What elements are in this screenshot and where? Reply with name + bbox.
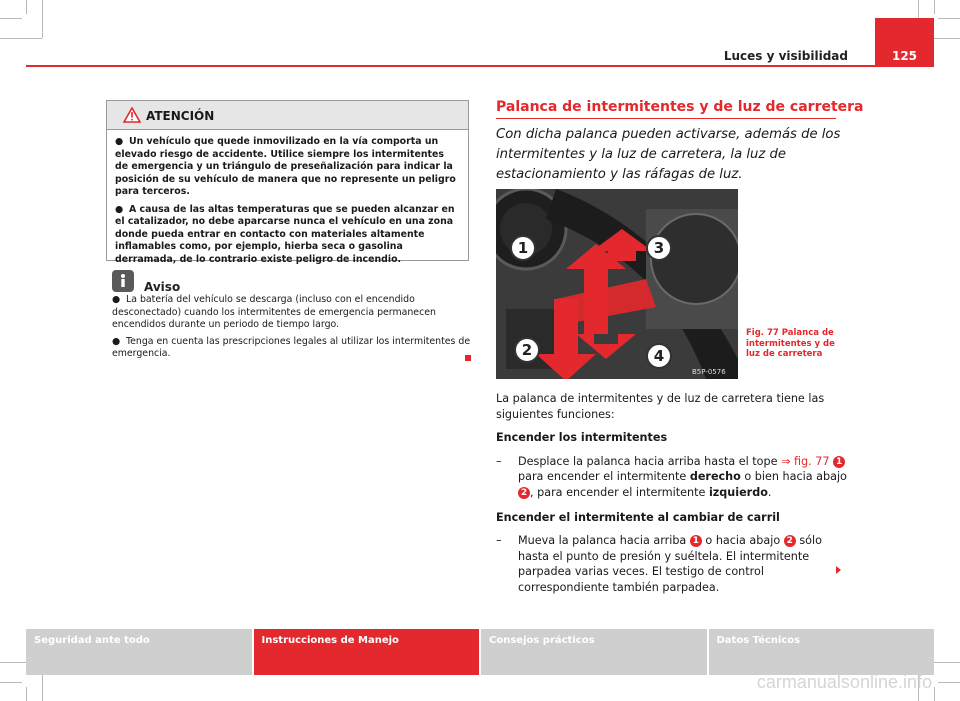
crop-mark <box>0 18 22 19</box>
crop-mark <box>0 38 42 39</box>
figure-caption: Fig. 77 Palanca de intermitentes y de luz de carretera <box>746 328 835 359</box>
section-rule <box>496 118 836 119</box>
crop-mark <box>934 687 935 701</box>
warning-item-text: Un vehículo que quede inmovilizado en la vía comporta un elevado riesgo de accidente. Utilice siempre los intermitentes de emergencia y un triángulo de preseñalización para indicar la posición de su vehículo de manera que no represente un peligro para terceros. <box>115 136 456 197</box>
continue-arrow-icon <box>836 566 841 574</box>
warning-triangle-icon <box>123 107 141 123</box>
footer-tab-datos[interactable]: Datos Técnicos <box>709 629 935 675</box>
crop-mark <box>938 18 960 19</box>
warning-item-text: A causa de las altas temperaturas que se pueden alcanzar en el catalizador, no debe aparcarse nunca el vehículo en una zona donde pueda entrar en contacto con materiales altamente inflamables como, por ejemplo, hierba seca o gasolina derramada, de lo contrario existe peligro de incendio. <box>115 203 455 265</box>
warning-title: ATENCIÓN <box>146 109 215 123</box>
header-rule <box>26 65 934 67</box>
subheading-turn-signals: Encender los intermitentes <box>496 431 668 445</box>
crop-mark <box>42 0 43 38</box>
page-number-box <box>875 18 934 67</box>
number-badge: 2 <box>784 535 796 547</box>
number-badge: 1 <box>833 456 845 468</box>
footer-tab-seguridad[interactable]: Seguridad ante todo <box>26 629 252 675</box>
instruction-item: – Desplace la palanca hacia arriba hasta el tope ⇒ fig. 77 1 para encender el intermitente derecho o bien hacia abajo 2 , para encender el intermitente izquierdo. <box>496 454 847 499</box>
lead-paragraph: La palanca de intermitentes y de luz de carretera tiene las siguientes funciones: <box>496 392 825 421</box>
chapter-title: Luces y visibilidad <box>723 49 848 63</box>
body-text <box>496 391 854 605</box>
note-item: ● Tenga en cuenta las prescripciones legales al utilizar los intermitentes de emergencia. <box>112 335 471 359</box>
note-title: Aviso <box>144 280 181 294</box>
footer-nav <box>26 629 934 675</box>
figure-turn-signal-lever <box>496 189 738 379</box>
note-item-text: Tenga en cuenta las prescripciones legales al utilizar los intermitentes de emergencia. <box>112 335 471 359</box>
note-item-text: La batería del vehículo se descarga (incluso con el encendido desconectado) cuando los intermitentes de emergencia permanecen encendidos durante un periodo de tiempo largo. <box>112 294 436 330</box>
note-body <box>112 294 472 365</box>
crop-mark <box>0 682 22 683</box>
figure-label: 4 <box>646 343 672 369</box>
figure-reference-link[interactable]: ⇒ fig. 77 <box>781 454 830 468</box>
footer-tab-instrucciones[interactable]: Instrucciones de Manejo <box>254 629 480 675</box>
subheading-lane-change: Encender el intermitente al cambiar de carril <box>496 510 780 524</box>
instruction-item: – Mueva la palanca hacia arriba 1 o hacia abajo 2 sólo hasta el punto de presión y suéltela. El intermitente parpadea varias veces. El testigo de control correspondiente también parpadea. <box>496 534 822 594</box>
warning-item: ● A causa de las altas temperaturas que se pueden alcanzar en el catalizador, no debe aparcarse nunca el vehículo en una zona donde pueda entrar en contacto con materiales altamente inflamables como, por ejemplo, hierba seca o gasolina derramada, de lo contrario existe peligro de incendio. <box>115 203 455 265</box>
figure-label: 2 <box>514 337 540 363</box>
crop-mark <box>26 0 27 14</box>
warning-item: ● Un vehículo que quede inmovilizado en la vía comporta un elevado riesgo de accidente. Utilice siempre los intermitentes de emergencia y un triángulo de preseñalización para indicar la posición de su vehículo de manera que no represente un peligro para terceros. <box>115 136 456 197</box>
footer-tab-consejos[interactable]: Consejos prácticos <box>481 629 707 675</box>
page-number: 125 <box>891 49 918 63</box>
watermark: carmanualsonline.info <box>756 672 932 692</box>
figure-label: 1 <box>510 235 536 261</box>
note-icon <box>112 270 134 292</box>
section-intro: Con dicha palanca pueden activarse, además de los intermitentes y la luz de carretera, la luz de estacionamiento y las ráfagas de luz. <box>496 127 841 182</box>
section-title: Palanca de intermitentes y de luz de carretera <box>496 99 864 115</box>
warning-body <box>107 130 468 266</box>
crop-mark <box>938 682 960 683</box>
warning-header <box>107 101 468 130</box>
figure-label: 3 <box>646 235 672 261</box>
number-badge: 2 <box>518 487 530 499</box>
figure-code: B5P-0576 <box>692 368 726 376</box>
crop-mark <box>934 0 935 14</box>
crop-mark <box>26 687 27 701</box>
number-badge: 1 <box>690 535 702 547</box>
warning-box <box>106 100 469 265</box>
end-marker <box>465 355 471 361</box>
note-item: ● La batería del vehículo se descarga (incluso con el encendido desconectado) cuando los intermitentes de emergencia permanecen encendidos durante un periodo de tiempo largo. <box>112 294 436 330</box>
